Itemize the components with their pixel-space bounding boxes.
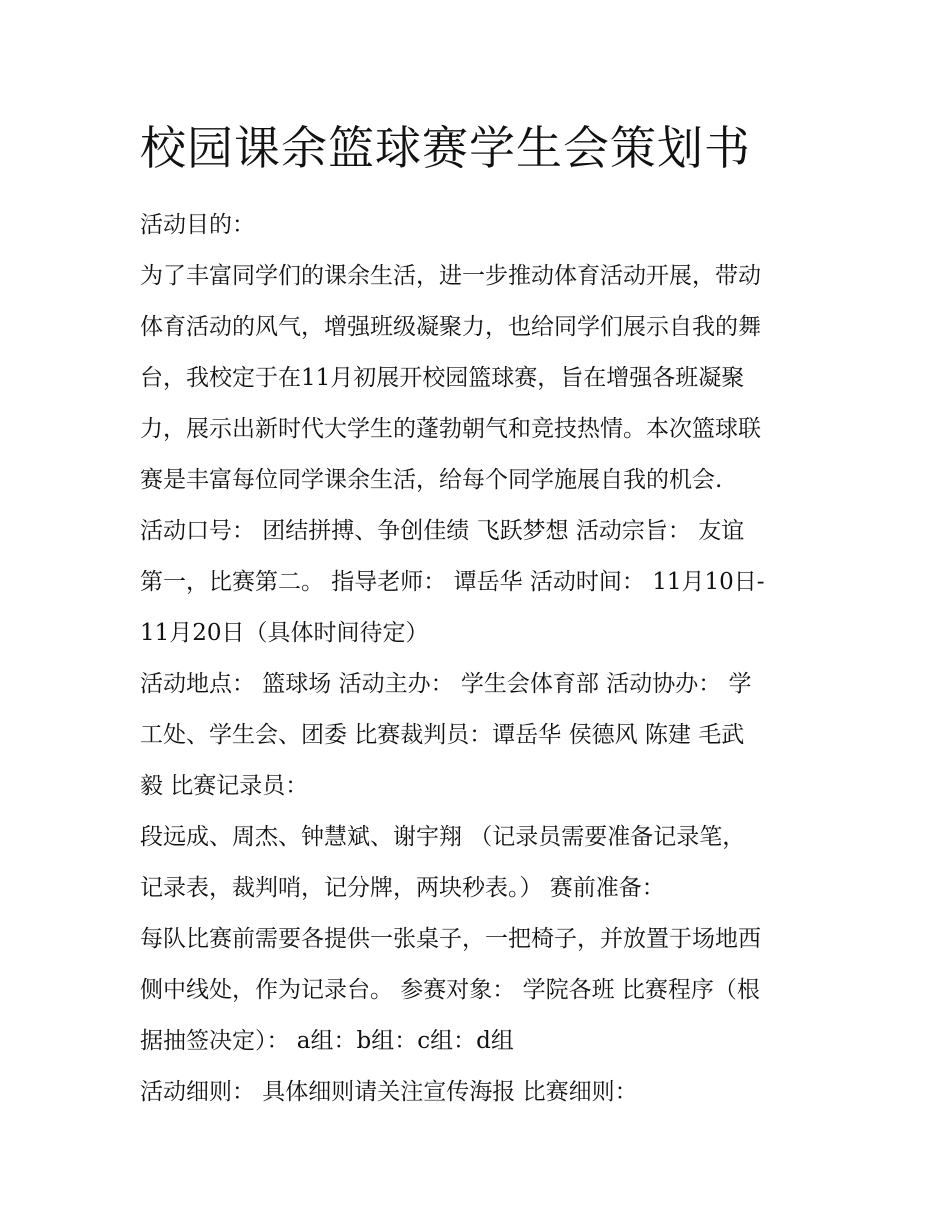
text-line-purpose-heading: 活动目的： bbox=[140, 212, 255, 238]
document-body bbox=[140, 200, 820, 1118]
text-line-slogan: 活动口号： 团结拼搏、争创佳绩 飞跃梦想 活动宗旨： 友谊 bbox=[140, 518, 745, 544]
text-line-preparation: 每队比赛前需要各提供一张桌子，一把椅子，并放置于场地西 bbox=[140, 926, 761, 952]
text-line: 工处、学生会、团委 比赛裁判员：谭岳华 侯德风 陈建 毛武 bbox=[140, 722, 745, 748]
text-line: 记录表，裁判哨，记分牌，两块秒表。） 赛前准备： bbox=[140, 875, 665, 901]
text-line-location: 活动地点： 篮球场 活动主办： 学生会体育部 活动协办： 学 bbox=[140, 671, 752, 697]
text-line: 赛是丰富每位同学课余生活，给每个同学施展自我的机会. bbox=[140, 467, 723, 493]
document-title: 校园课余篮球赛学生会策划书 bbox=[140, 121, 751, 175]
text-line: 侧中线处，作为记录台。 参赛对象： 学院各班 比赛程序（根 bbox=[140, 977, 760, 1003]
text-line-rules: 活动细则： 具体细则请关注宣传海报 比赛细则： bbox=[140, 1079, 638, 1105]
text-line: 体育活动的风气，增强班级凝聚力，也给同学们展示自我的舞 bbox=[140, 314, 761, 340]
text-line: 为了丰富同学们的课余生活，进一步推动体育活动开展，带动 bbox=[140, 263, 761, 289]
text-line: 台，我校定于在11月初展开校园篮球赛，旨在增强各班凝聚 bbox=[140, 365, 745, 391]
text-line: 第一，比赛第二。 指导老师： 谭岳华 活动时间： 11月10日- bbox=[140, 569, 765, 595]
text-line-recorders: 段远成、周杰、钟慧斌、谢宇翔 （记录员需要准备记录笔， bbox=[140, 824, 746, 850]
text-line: 力，展示出新时代大学生的蓬勃朝气和竞技热情。本次篮球联 bbox=[140, 416, 761, 442]
text-line: 11月20日（具体时间待定） bbox=[140, 620, 429, 646]
text-line: 毅 比赛记录员： bbox=[140, 773, 309, 799]
text-line: 据抽签决定）： a组：b组：c组：d组 bbox=[140, 1028, 514, 1054]
